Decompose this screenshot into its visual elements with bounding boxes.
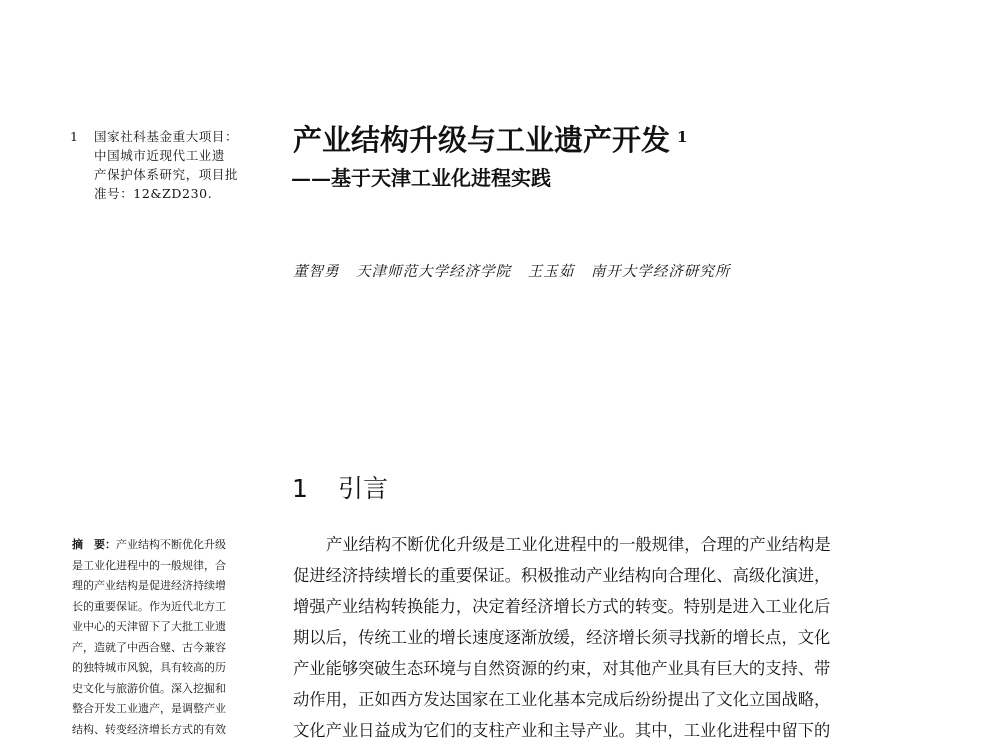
footnote (70, 127, 275, 203)
author-affiliation: 天津师范大学经济学院 (356, 264, 512, 280)
abstract-line: 业中心的天津留下了大批工业遗 (72, 620, 226, 633)
abstract-line: 长的重要保证。作为近代北方工 (72, 599, 226, 613)
abstract-line-text: 产业结构不断优化升级 (116, 538, 226, 551)
paper-title (293, 122, 687, 158)
abstract-line: 史文化与旅游价值。深入挖掘和 (72, 681, 226, 695)
author-affiliation: 南开大学经济研究所 (590, 264, 731, 280)
body-line: 产业结构不断优化升级是工业化进程中的一般规律，合理的产业结构是 (326, 535, 831, 554)
abstract-line: 的独特城市风貌，具有较高的历 (72, 661, 226, 674)
abstract-line (72, 535, 272, 556)
footnote-line: 准号：12&ZD230. (94, 186, 213, 201)
author-name: 董智勇 (293, 264, 340, 280)
footnote-line: 产保护体系研究，项目批 (94, 167, 239, 182)
body-line: 期以后，传统工业的增长速度逐渐放缓，经济增长须寻找新的增长点，文化 (293, 628, 831, 647)
abstract-line: 整合开发工业遗产，是调整产业 (72, 702, 226, 715)
footnote-text (94, 127, 275, 203)
body-line: 产业能够突破生态环境与自然资源的约束，对其他产业具有巨大的支持、带 (293, 659, 831, 678)
abstract-line: 产，造就了中西合璧、古今兼容 (72, 640, 226, 654)
paper-subtitle: ——基于天津工业化进程实践 (291, 166, 551, 190)
abstract-label: 摘 要： (72, 538, 116, 551)
body-line: 促进经济持续增长的重要保证。积极推动产业结构向合理化、高级化演进， (293, 566, 831, 585)
author-name: 王玉茹 (527, 264, 575, 280)
abstract-line: 结构、转变经济增长方式的有效 (72, 722, 226, 736)
abstract-line: 理的产业结构是促进经济持续增 (72, 579, 226, 592)
section-heading (292, 473, 388, 505)
body-line: 文化产业日益成为它们的支柱产业和主导产业。其中，工业化进程中留下的 (293, 721, 831, 740)
body-paragraph (293, 529, 933, 746)
footnote-line: 国家社科基金重大项目： (94, 129, 239, 144)
footnote-line: 中国城市近现代工业遗 (94, 148, 226, 163)
section-number: 1 (292, 474, 308, 503)
body-line: 增强产业结构转换能力，决定着经济增长方式的转变。特别是进入工业化后 (293, 597, 831, 616)
abstract (72, 535, 272, 740)
body-line: 动作用，正如西方发达国家在工业化基本完成后纷纷提出了文化立国战略， (293, 690, 831, 709)
paper-title-text: 产业结构升级与工业遗产开发 (293, 123, 671, 157)
section-title: 引言 (338, 474, 389, 503)
abstract-line: 是工业化进程中的一般规律，合 (72, 558, 226, 572)
footnote-number: 1 (70, 129, 78, 144)
title-footnote-marker: 1 (677, 128, 688, 146)
author-line (293, 262, 742, 282)
